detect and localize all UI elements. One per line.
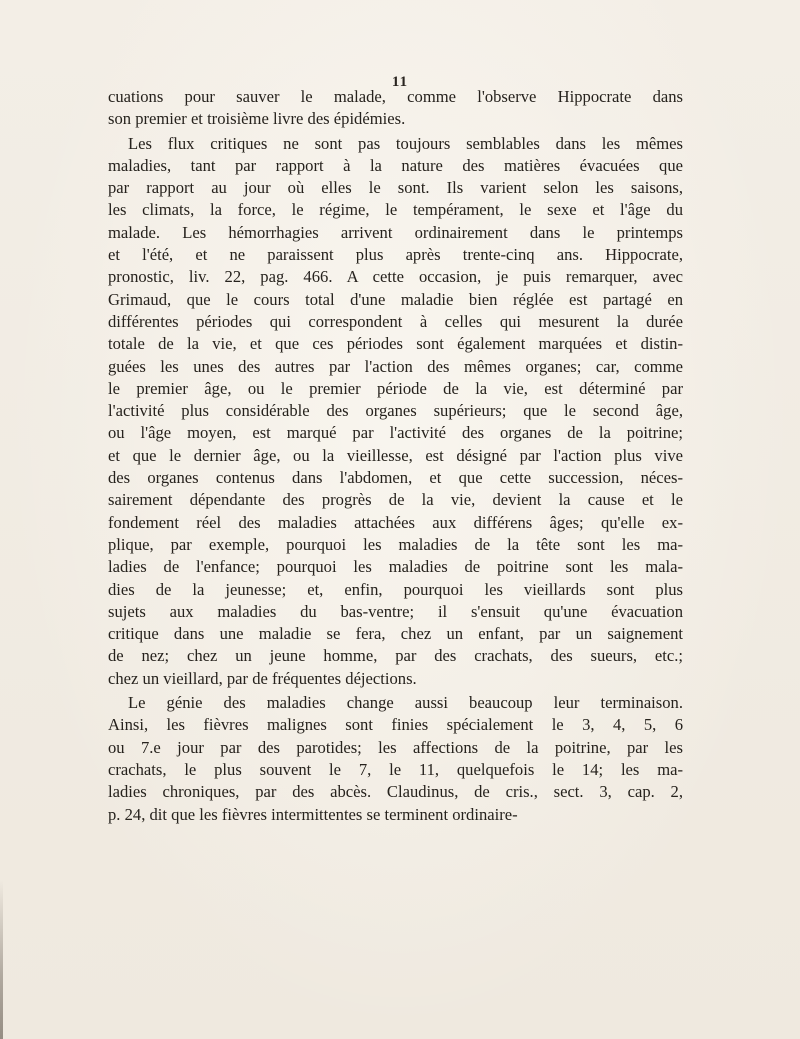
text-line: malade. Les hémorrhagies arrivent ordinairement dans le printemps <box>108 222 683 242</box>
page-edge-shadow <box>0 880 3 1039</box>
text-line: crachats, le plus souvent le 7, le 11, quelquefois le 14; les ma- <box>108 759 683 779</box>
text-line: Grimaud, que le cours total d'une maladie bien réglée est partagé en <box>108 289 683 309</box>
text-line: chez un vieillard, par de fréquentes déjections. <box>108 668 417 688</box>
text-line: des organes contenus dans l'abdomen, et que cette succession, néces- <box>108 468 683 488</box>
text-line: différentes périodes qui correspondent à celles qui mesurent la durée <box>108 311 683 331</box>
text-line: Ainsi, les fièvres malignes sont finies spécialement le 3, 4, 5, 6 <box>108 715 683 735</box>
text-line: ladies de l'enfance; pourquoi les maladies de poitrine sont les mala- <box>108 557 683 577</box>
text-line: les climats, la force, le régime, le tempérament, le sexe et l'âge du <box>108 200 683 220</box>
text-line: ou l'âge moyen, est marqué par l'activité des organes de la poitrine; <box>108 423 683 443</box>
text-line: dies de la jeunesse; et, enfin, pourquoi les vieillards sont plus <box>108 579 683 599</box>
text-line: Le génie des maladies change aussi beaucoup leur terminaison. <box>128 693 683 713</box>
text-line: et l'été, et ne paraissent plus après trente-cinq ans. Hippocrate, <box>108 245 683 265</box>
text-line: et que le dernier âge, ou la vieillesse, est désigné par l'action plus vive <box>108 445 683 465</box>
text-line: pronostic, liv. 22, pag. 466. A cette occasion, je puis remarquer, avec <box>108 267 683 287</box>
text-line: guées les unes des autres par l'action des mêmes organes; car, comme <box>108 356 683 376</box>
text-line: par rapport au jour où elles le sont. Ils varient selon les saisons, <box>108 178 683 198</box>
text-line: Les flux critiques ne sont pas toujours semblables dans les mêmes <box>128 133 683 153</box>
text-line: ou 7.e jour par des parotides; les affections de la poitrine, par les <box>108 737 683 757</box>
paragraph-2 <box>108 133 683 690</box>
text-line: cuations pour sauver le malade, comme l'observe Hippocrate dans <box>108 87 683 106</box>
text-line: ladies chroniques, par des abcès. Claudinus, de cris., sect. 3, cap. 2, <box>108 782 683 802</box>
text-line: l'activité plus considérable des organes supérieurs; que le second âge, <box>108 401 683 421</box>
text-line: maladies, tant par rapport à la nature des matières évacuées que <box>108 155 683 175</box>
text-line: le premier âge, ou le premier période de la vie, est déterminé par <box>108 378 683 398</box>
paragraph-3 <box>108 692 683 826</box>
page-number: 11 <box>391 74 409 90</box>
text-line: de nez; chez un jeune homme, par des crachats, des sueurs, etc.; <box>108 646 683 666</box>
text-line: critique dans une maladie se fera, chez un enfant, par un saignement <box>108 624 683 644</box>
text-line: p. 24, dit que les fièvres intermittentes se terminent ordinaire- <box>108 804 518 824</box>
text-line: totale de la vie, et que ces périodes sont également marquées et distin- <box>108 334 683 354</box>
paragraph-1 <box>108 86 683 131</box>
text-line: sairement dépendante des progrès de la vie, devient la cause et le <box>108 490 683 510</box>
body-text <box>108 86 683 826</box>
text-line: sujets aux maladies du bas-ventre; il s'ensuit qu'une évacuation <box>108 601 683 621</box>
text-line: plique, par exemple, pourquoi les maladies de la tête sont les ma- <box>108 534 683 554</box>
text-line: son premier et troisième livre des épidémies. <box>108 109 406 129</box>
text-line: fondement réel des maladies attachées aux différens âges; qu'elle ex- <box>108 512 683 532</box>
